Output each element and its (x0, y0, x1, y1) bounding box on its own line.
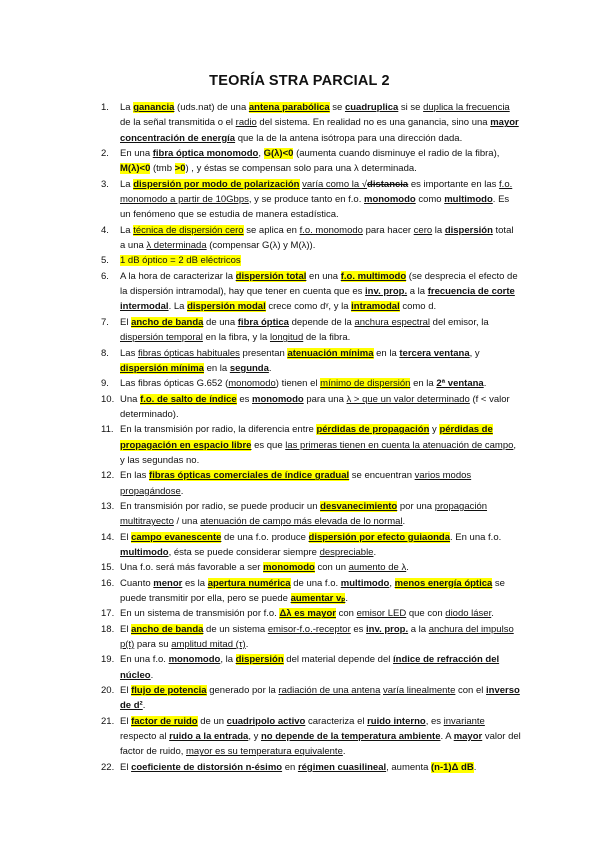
text-run: . (473, 761, 477, 773)
list-item (101, 560, 521, 575)
text-run: El (120, 715, 132, 727)
highlighted-text: aumento de λ (348, 562, 407, 574)
list-item (101, 606, 521, 621)
text-run: . (483, 378, 487, 390)
text-run: del material depende del (283, 654, 393, 666)
list-item-number: 4. (101, 224, 109, 236)
list-item-number: 17. (101, 608, 115, 620)
highlighted-text: f.o. de salto de índice (140, 393, 237, 405)
highlighted-text: régimen cuasilineal (297, 761, 387, 773)
text-run: (aumenta cuando disminuye el radio de la fibra), (293, 148, 500, 160)
highlighted-text: monomodo (364, 194, 416, 206)
highlighted-text: 2ª ventana (436, 378, 484, 390)
text-run: se (329, 102, 345, 113)
highlighted-text: amplitud mitad (τ) (171, 639, 246, 651)
text-run: . (342, 746, 346, 758)
text-run: que la de la antena isótropa para una dirección dada. (235, 132, 463, 144)
text-run: . (142, 700, 146, 712)
highlighted-text: distancia (367, 178, 409, 190)
highlighted-text: segunda (229, 362, 269, 374)
text-run: si se (398, 102, 424, 113)
text-run: En una f.o. (120, 654, 169, 666)
list-item-number: 11. (101, 424, 114, 436)
text-run: de la señal transmitida o el (120, 117, 236, 129)
text-run: para hacer (362, 224, 414, 236)
highlighted-text: cero (413, 224, 433, 236)
list-item (101, 652, 521, 683)
text-run: . (373, 546, 377, 558)
text-run: El (120, 685, 132, 697)
highlighted-text: campo evanescente (131, 531, 222, 543)
highlighted-text: ruido a la entrada (169, 731, 249, 743)
text-run: total a una (120, 224, 514, 252)
text-run: Las fibras ópticas G.652 ( (120, 378, 229, 390)
text-run: ) , y éstas se compensan solo para una λ determinada. (185, 163, 417, 175)
list-item-number: 13. (101, 500, 115, 512)
text-run: (uds.nat) de una (174, 102, 249, 113)
text-run: de una (203, 316, 238, 328)
list-item-number: 10. (101, 393, 115, 405)
text-run: en una (306, 270, 341, 282)
list-item-number: 16. (101, 577, 115, 589)
highlighted-text: dispersión modal (187, 301, 266, 313)
text-run: . (491, 608, 494, 620)
text-run: , ésta se puede considerar siempre (168, 546, 320, 558)
text-run: . (150, 669, 154, 681)
text-run: ) tienen el (275, 378, 321, 390)
text-run: con un (314, 562, 349, 574)
list-item (101, 622, 521, 653)
list-item (101, 422, 521, 468)
text-run: En una (120, 148, 153, 160)
text-run: . A (440, 731, 454, 743)
text-run: . (245, 639, 249, 651)
text-run: a la (408, 623, 429, 635)
text-run: con el (455, 685, 487, 697)
list-item (101, 760, 521, 775)
highlighted-text: inv. prop. (366, 623, 409, 635)
list-item (101, 376, 521, 391)
highlighted-text: coeficiente de distorsión n-ésimo (131, 761, 283, 773)
highlighted-text: monomodo (228, 378, 276, 390)
highlighted-text: f.o. monomodo a partir de 10Gbps (120, 178, 513, 206)
highlighted-text: λ > que un valor determinado (346, 393, 470, 405)
text-run: , es (425, 715, 444, 727)
highlighted-text: diodo láser (445, 608, 492, 620)
text-run: valor del factor de ruido, (120, 731, 521, 758)
text-run: del emisor, la (430, 316, 489, 328)
highlighted-text: dispersión (444, 224, 493, 236)
text-run: , aumenta (386, 761, 432, 773)
list-item (101, 576, 521, 607)
highlighted-text: inv. prop. (365, 286, 408, 298)
text-run: La (120, 224, 134, 236)
highlighted-text: longitud (269, 332, 304, 344)
text-run: . (402, 516, 406, 528)
list-item-number: 15. (101, 562, 115, 574)
text-run: , la (220, 654, 236, 666)
text-run: El (120, 531, 132, 543)
highlighted-text: λ determinada (146, 240, 207, 252)
text-run: La (120, 102, 134, 113)
text-run: . (406, 562, 409, 574)
text-run: es (350, 623, 367, 635)
text-run: de una f.o. (290, 577, 341, 589)
text-run: la (432, 224, 445, 236)
text-run: de un (197, 715, 227, 727)
text-run: con (335, 608, 357, 620)
highlighted-text: emisor-f.o.-receptor (267, 623, 351, 635)
text-run: (f < valor determinado). (120, 393, 510, 420)
text-run: es importante en las (408, 178, 500, 190)
list-item (101, 530, 521, 561)
highlighted-text: ancho de banda (131, 623, 204, 635)
list-item-number: 14. (101, 531, 115, 543)
list-item-number: 20. (101, 685, 115, 697)
text-run: presentan (239, 347, 288, 359)
list-item (101, 714, 521, 760)
list-item (101, 269, 521, 315)
text-run: . La (168, 301, 188, 313)
text-run: caracteriza el (305, 715, 368, 727)
highlighted-text: varía linealmente (383, 685, 456, 697)
list-item-number: 6. (101, 270, 109, 282)
text-run: se encuentran (349, 470, 415, 482)
highlighted-text: fibras ópticas comerciales de índice gradual (149, 470, 350, 482)
list-item-number: 21. (101, 715, 115, 727)
highlighted-text: 1 dB óptico = 2 dB eléctricos (120, 255, 241, 267)
highlighted-text: frecuencia de corte intermodal (120, 286, 515, 313)
text-run: En la transmisión por radio, la diferencia entre (120, 424, 317, 436)
highlighted-text: multimodo (120, 546, 169, 558)
highlighted-text: pérdidas de propagación en espacio libre (120, 424, 493, 451)
highlighted-text: ancho de banda (131, 316, 204, 328)
text-run: para su (134, 639, 172, 651)
text-run: respecto al (120, 731, 170, 743)
list-item (101, 177, 521, 223)
list-item-number: 9. (101, 378, 109, 390)
highlighted-text: atenuación de campo más elevada de lo normal (200, 516, 403, 528)
text-run: (se desprecia el efecto de la dispersión intramodal), hay que tener en cuenta que es (120, 270, 518, 298)
highlighted-text: emisor LED (356, 608, 407, 620)
text-run: Cuanto (120, 577, 154, 589)
list-item (101, 346, 521, 377)
highlighted-text: aumentar vₚ (290, 593, 346, 604)
text-run: crece como dᵞ, y la (265, 301, 352, 313)
highlighted-text: f.o. multimodo (340, 270, 407, 282)
text-run: . Es un fenómeno que se estudia de manera estadística. (120, 194, 510, 221)
list-item-number: 7. (101, 316, 109, 328)
highlighted-text: mayor concentración de energía (120, 117, 519, 144)
highlighted-text: menos energía óptica (394, 577, 493, 589)
text-run: . (180, 485, 184, 497)
highlighted-text: Δλ es mayor (279, 608, 336, 620)
highlighted-text: inverso de d² (120, 685, 520, 712)
list-item (101, 392, 521, 423)
text-run: En transmisión por radio, se puede producir un (120, 500, 321, 512)
highlighted-text: menor (153, 577, 183, 589)
highlighted-text: flujo de potencia (131, 685, 207, 697)
highlighted-text: dispersión por modo de polarización (133, 178, 300, 190)
text-run: como (415, 194, 445, 206)
text-run: es que (251, 439, 286, 451)
highlighted-text: >0 (174, 163, 186, 175)
text-run: En las (120, 470, 150, 482)
text-run: en la (373, 347, 400, 359)
highlighted-text: no depende de la temperatura ambiente (260, 731, 441, 743)
highlighted-text: dispersión mínima (120, 362, 204, 374)
highlighted-text: f.o. monomodo (299, 224, 363, 236)
highlighted-text: cuadruplica (344, 102, 399, 113)
text-run: . (345, 593, 348, 604)
text-run: El (120, 623, 132, 635)
highlighted-text: pérdidas de propagación (316, 424, 430, 436)
highlighted-text: antena parabólica (248, 102, 330, 113)
highlighted-text: intramodal (351, 301, 400, 313)
highlighted-text: multimodo (444, 194, 493, 206)
highlighted-text: radio (235, 117, 257, 129)
text-run: En un sistema de transmisión por f.o. (120, 608, 280, 620)
list-item (101, 146, 521, 177)
text-run: del sistema. En realidad no es una ganancia, sino una (256, 117, 491, 129)
highlighted-text: fibra óptica monomodo (152, 148, 259, 160)
highlighted-text: M(λ)<0 (120, 163, 151, 175)
highlighted-text: ganancia (133, 102, 175, 113)
text-run: como d. (399, 301, 437, 313)
text-run: , y (248, 731, 261, 743)
text-run: generado por la (206, 685, 279, 697)
highlighted-text: cuadripolo activo (226, 715, 306, 727)
highlighted-text: atenuación mínima (287, 347, 374, 359)
text-run: / una (173, 516, 201, 528)
text-run: , y las segundas no. (120, 439, 517, 466)
list-item-number: 19. (101, 654, 115, 666)
highlighted-text: radiación de una antena (278, 685, 381, 697)
list-item (101, 683, 521, 714)
text-run: en la fibra, y la (202, 332, 270, 344)
highlighted-text: dispersión temporal (120, 332, 203, 344)
text-run: que con (406, 608, 446, 620)
list-item-number: 5. (101, 255, 109, 267)
highlighted-text: mayor es su temperatura equivalente (186, 746, 343, 758)
text-run: , (258, 148, 264, 160)
list-item (101, 315, 521, 346)
text-run: de la fibra. (303, 332, 351, 344)
text-run: por una (397, 500, 435, 512)
text-run: El (120, 316, 132, 328)
highlighted-text: multimodo (340, 577, 390, 589)
highlighted-text: mayor (453, 731, 483, 743)
highlighted-text: G(λ)<0 (263, 148, 294, 160)
text-run: . (268, 362, 272, 374)
text-run: en la (410, 378, 437, 390)
highlighted-text: despreciable (319, 546, 374, 558)
text-run: y (429, 424, 440, 436)
highlighted-text: ruido interno (367, 715, 426, 727)
text-run: Una f.o. será más favorable a ser (120, 562, 264, 574)
text-run: a la (407, 286, 428, 298)
text-run: depende de la (288, 316, 355, 328)
text-run: A la hora de caracterizar la (120, 270, 236, 282)
list-item-number: 2. (101, 148, 109, 160)
text-run: en (282, 761, 298, 773)
highlighted-text: duplica la frecuencia (423, 102, 510, 113)
text-run: en la (203, 362, 230, 374)
list-item-number: 22. (101, 761, 115, 773)
numbered-list (101, 100, 521, 775)
highlighted-text: dispersión (235, 654, 284, 666)
document-title: TEORÍA STRA PARCIAL 2 (209, 73, 390, 89)
list-item (101, 499, 521, 530)
highlighted-text: desvanecimiento (320, 500, 398, 512)
list-item-number: 8. (101, 347, 109, 359)
highlighted-text: las primeras tienen en cuenta la atenuación de campo (285, 439, 514, 451)
text-run: , y se produce tanto en f.o. (248, 194, 364, 206)
text-run: es la (182, 577, 208, 589)
highlighted-text: factor de ruido (131, 715, 198, 727)
text-run: se puede transmitir por ella, pero se puede (120, 577, 505, 604)
highlighted-text: propagación multitrayecto (120, 500, 488, 528)
highlighted-text: monomodo (263, 562, 315, 574)
text-run: Una (120, 393, 141, 405)
highlighted-text: técnica de dispersión cero (133, 224, 244, 236)
highlighted-text: anchura espectral (354, 316, 431, 328)
text-run: . En una f.o. (450, 531, 502, 543)
text-run: , y (469, 347, 480, 359)
highlighted-text: varios modos propagándose (120, 470, 472, 497)
highlighted-text: monomodo (252, 393, 304, 405)
list-item-number: 12. (101, 470, 115, 482)
list-item (101, 468, 521, 499)
text-run: La (120, 178, 134, 190)
text-run: (tmb (150, 163, 175, 175)
highlighted-text: dispersión total (235, 270, 307, 282)
list-item-number: 18. (101, 623, 115, 635)
highlighted-text: fibra óptica (237, 316, 289, 328)
highlighted-text: apertura numérica (207, 577, 291, 589)
list-item (101, 223, 521, 254)
text-run: El (120, 761, 132, 773)
highlighted-text: monomodo (168, 654, 221, 666)
highlighted-text: anchura del impulso p(t) (120, 623, 514, 651)
highlighted-text: (n-1)Δ dB (431, 761, 474, 773)
text-run: de un sistema (203, 623, 268, 635)
text-run: para una (303, 393, 347, 405)
text-run: de una f.o. produce (221, 531, 309, 543)
highlighted-text: índice de refracción del núcleo (120, 654, 500, 681)
highlighted-text: invariante (443, 715, 485, 727)
list-item-number: 1. (101, 102, 109, 113)
text-run: es (236, 393, 252, 405)
list-item (101, 253, 521, 268)
text-run: se aplica en (243, 224, 300, 236)
text-run: (compensar G(λ) y M(λ)). (206, 240, 316, 252)
text-run: Las (120, 347, 138, 359)
highlighted-text: mínimo de dispersión (320, 378, 411, 390)
highlighted-text: varía como la √ (302, 178, 368, 190)
list-item-number: 3. (101, 178, 109, 190)
highlighted-text: tercera ventana (399, 347, 470, 359)
highlighted-text: dispersión por efecto guiaonda (308, 531, 451, 543)
list-item (101, 100, 521, 146)
text-run: , (389, 577, 395, 589)
highlighted-text: fibras ópticas habituales (137, 347, 240, 359)
